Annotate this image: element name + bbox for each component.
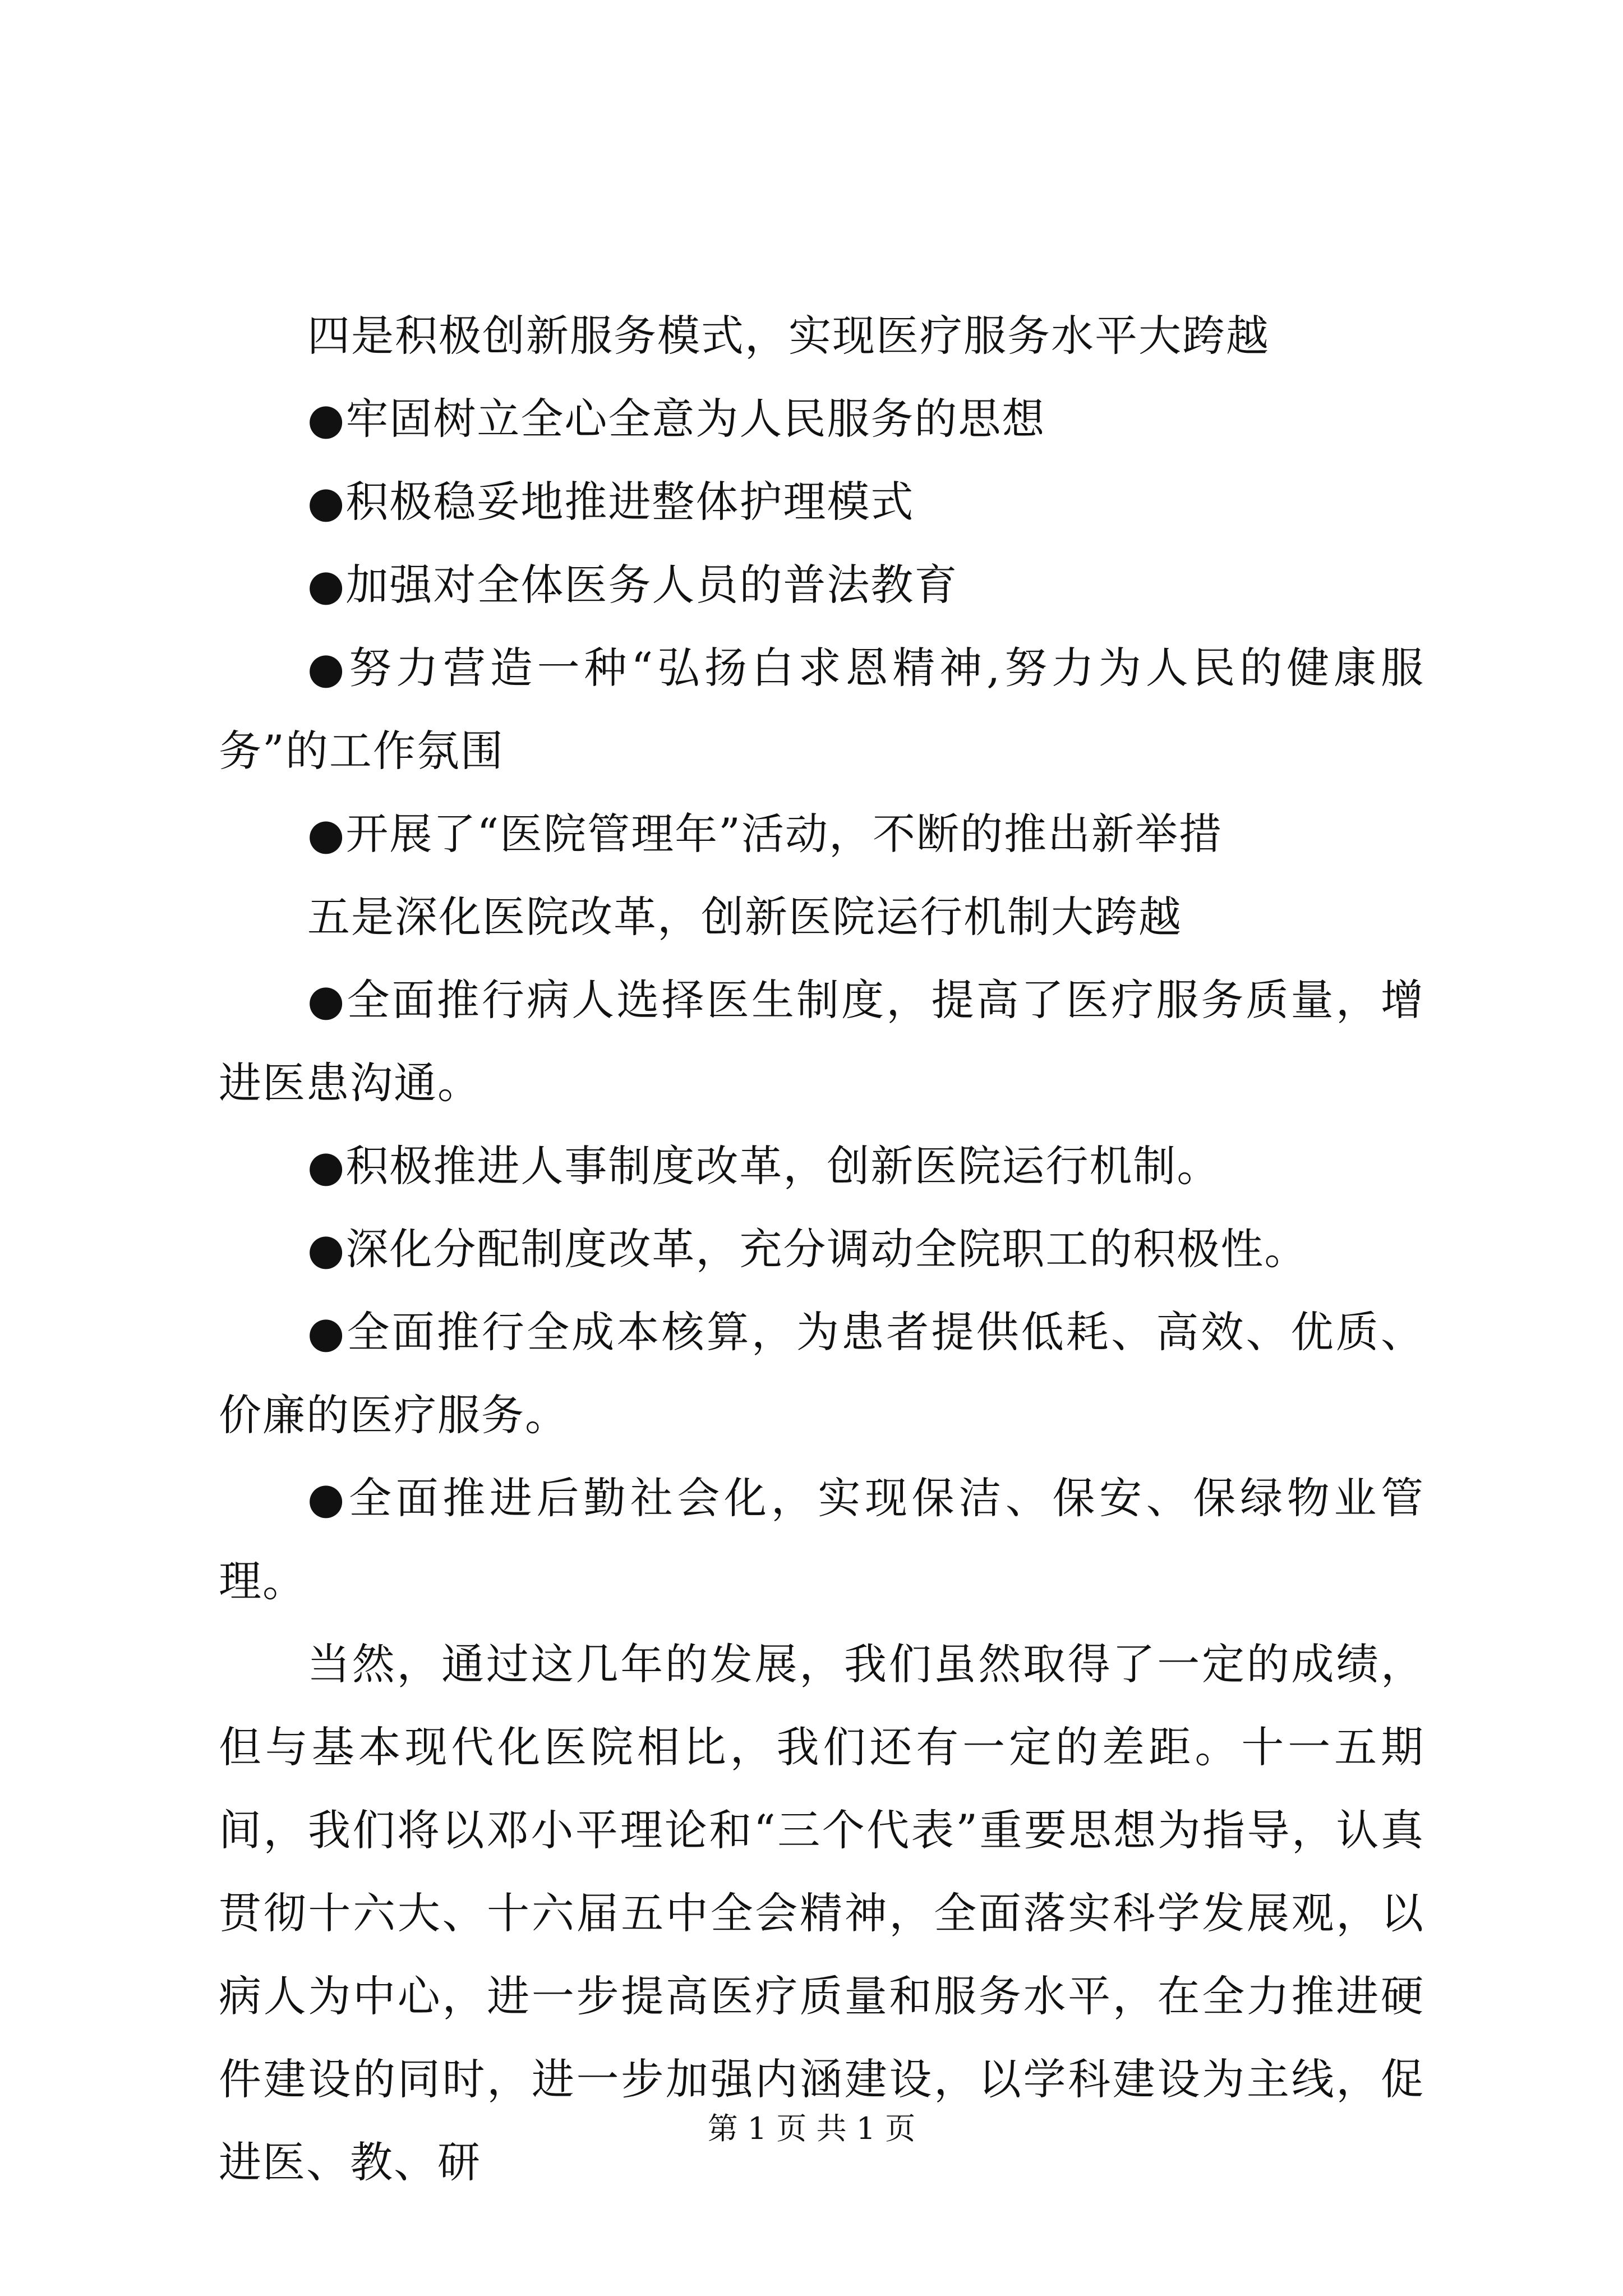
paragraph-bullet-choose-doctor: ●全面推行病人选择医生制度，提高了医疗服务质量，增进医患沟通。 <box>219 975 1424 1108</box>
paragraph-bullet-nursing-model: ●积极稳妥地推进整体护理模式 <box>307 477 915 527</box>
paragraph-section-five-heading: 五是深化医院改革，创新医院运行机制大跨越 <box>307 892 1182 942</box>
paragraph-bullet-work-atmosphere: ●努力营造一种“弘扬白求恩精神,努力为人民的健康服务”的工作氛围 <box>219 643 1424 776</box>
paragraph-bullet-cost-accounting: ●全面推行全成本核算，为患者提供低耗、高效、优质、价廉的医疗服务。 <box>219 1307 1424 1440</box>
paragraph-section-four-heading: 四是积极创新服务模式，实现医疗服务水平大跨越 <box>307 311 1270 361</box>
document-body <box>219 295 1424 2204</box>
paragraph-bullet-service-thought: ●牢固树立全心全意为人民服务的思想 <box>307 394 1046 444</box>
paragraph-bullet-logistics: ●全面推进后勤社会化，实现保洁、保安、保绿物业管理。 <box>219 1473 1424 1606</box>
paragraph-bullet-distribution-reform: ●深化分配制度改革，充分调动全院职工的积极性。 <box>307 1224 1308 1274</box>
paragraph-bullet-management-year: ●开展了“医院管理年”活动，不断的推出新举措 <box>307 809 1223 859</box>
paragraph-bullet-personnel-reform: ●积极推进人事制度改革，创新医院运行机制。 <box>307 1141 1221 1191</box>
page-number-footer: 第 1 页 共 1 页 <box>707 2111 916 2146</box>
paragraph-conclusion: 当然，通过这几年的发展，我们虽然取得了一定的成绩，但与基本现代化医院相比，我们还有一定的差距。十一五期间，我们将以邓小平理论和“三个代表”重要思想为指导，认真贯彻十六大、十六届五中全会精神，全面落实科学发展观，以病人为中心，进一步提高医疗质量和服务水平，在全力推进硬件建设的同时，进一步加强内涵建设，以学科建设为主线，促进医、教、研 <box>219 1639 1424 2187</box>
paragraph-bullet-law-education: ●加强对全体医务人员的普法教育 <box>307 560 958 610</box>
